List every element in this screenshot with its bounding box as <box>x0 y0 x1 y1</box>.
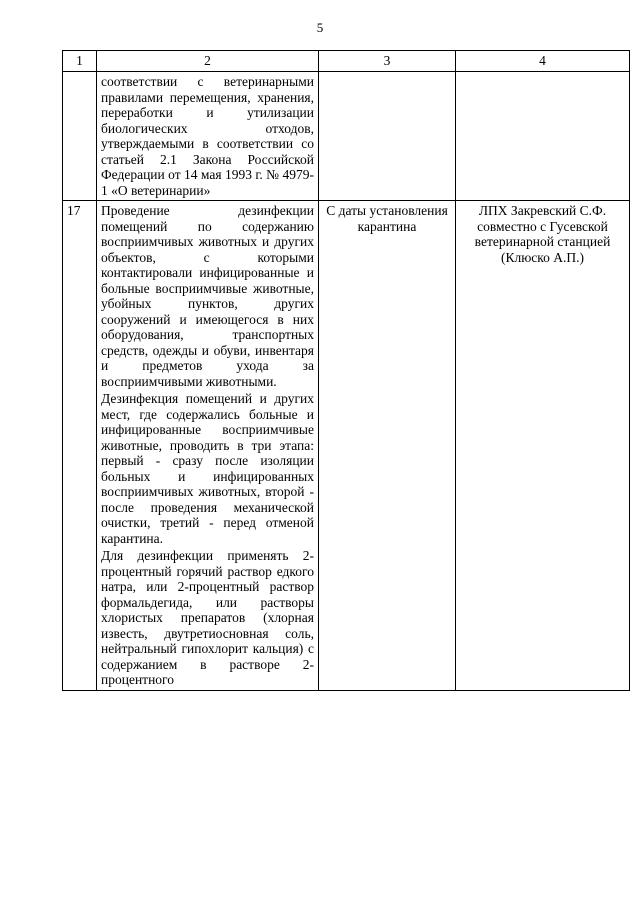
measure-paragraph: Дезинфекция помещений и других мест, где содержались больные и инфицированные восприимчивые животные, проводить в три этапа: первый - сразу после изоляции больных и инфицированных восприимчивых животных, второй - после проведения механической очистки, третий - перед отменой карантина. <box>101 391 314 546</box>
measure-paragraph: Проведение дезинфекции помещений по содержанию восприимчивых животных и других объектов, с которыми контактировали инфицированные и больные восприимчивые животные, убойных пунктов, других сооружений и имеющегося в них оборудования, транспортных средств, одежды и обуви, инвентаря и предметов ухода за восприимчивыми животными. <box>101 203 314 389</box>
row-number: 17 <box>63 201 97 691</box>
measure-text <box>97 72 319 201</box>
measure-paragraph: соответствии с ветеринарными правилами перемещения, хранения, переработки и утилизации биологических отходов, утверждаемыми в соответствии со статьей 2.1 Закона Российской Федерации от 14 мая 1993 г. № 4979-1 «О ветеринарии» <box>101 74 314 198</box>
plan-table <box>62 50 630 691</box>
header-cell-1: 1 <box>63 51 97 72</box>
row-number <box>63 72 97 201</box>
header-cell-3: 3 <box>319 51 456 72</box>
measure-text <box>97 201 319 691</box>
header-cell-2: 2 <box>97 51 319 72</box>
table-row <box>63 72 630 201</box>
deadline-cell: С даты установления карантина <box>319 201 456 691</box>
responsible-cell <box>456 72 630 201</box>
table-row <box>63 201 630 691</box>
table-header-row <box>63 51 630 72</box>
header-cell-4: 4 <box>456 51 630 72</box>
deadline-cell <box>319 72 456 201</box>
measure-paragraph: Для дезинфекции применять 2-процентный горячий раствор едкого натра, или 2-процентный раствор формальдегида, или растворы хлористых препаратов (хлорная известь, двутретиосновная соль, нейтральный гипохлорит кальция) с содержанием в растворе 2-процентного <box>101 548 314 687</box>
responsible-cell: ЛПХ Закревский С.Ф. совместно с Гусевской ветеринарной станцией (Клюско А.П.) <box>456 201 630 691</box>
page-number: 5 <box>316 20 324 35</box>
